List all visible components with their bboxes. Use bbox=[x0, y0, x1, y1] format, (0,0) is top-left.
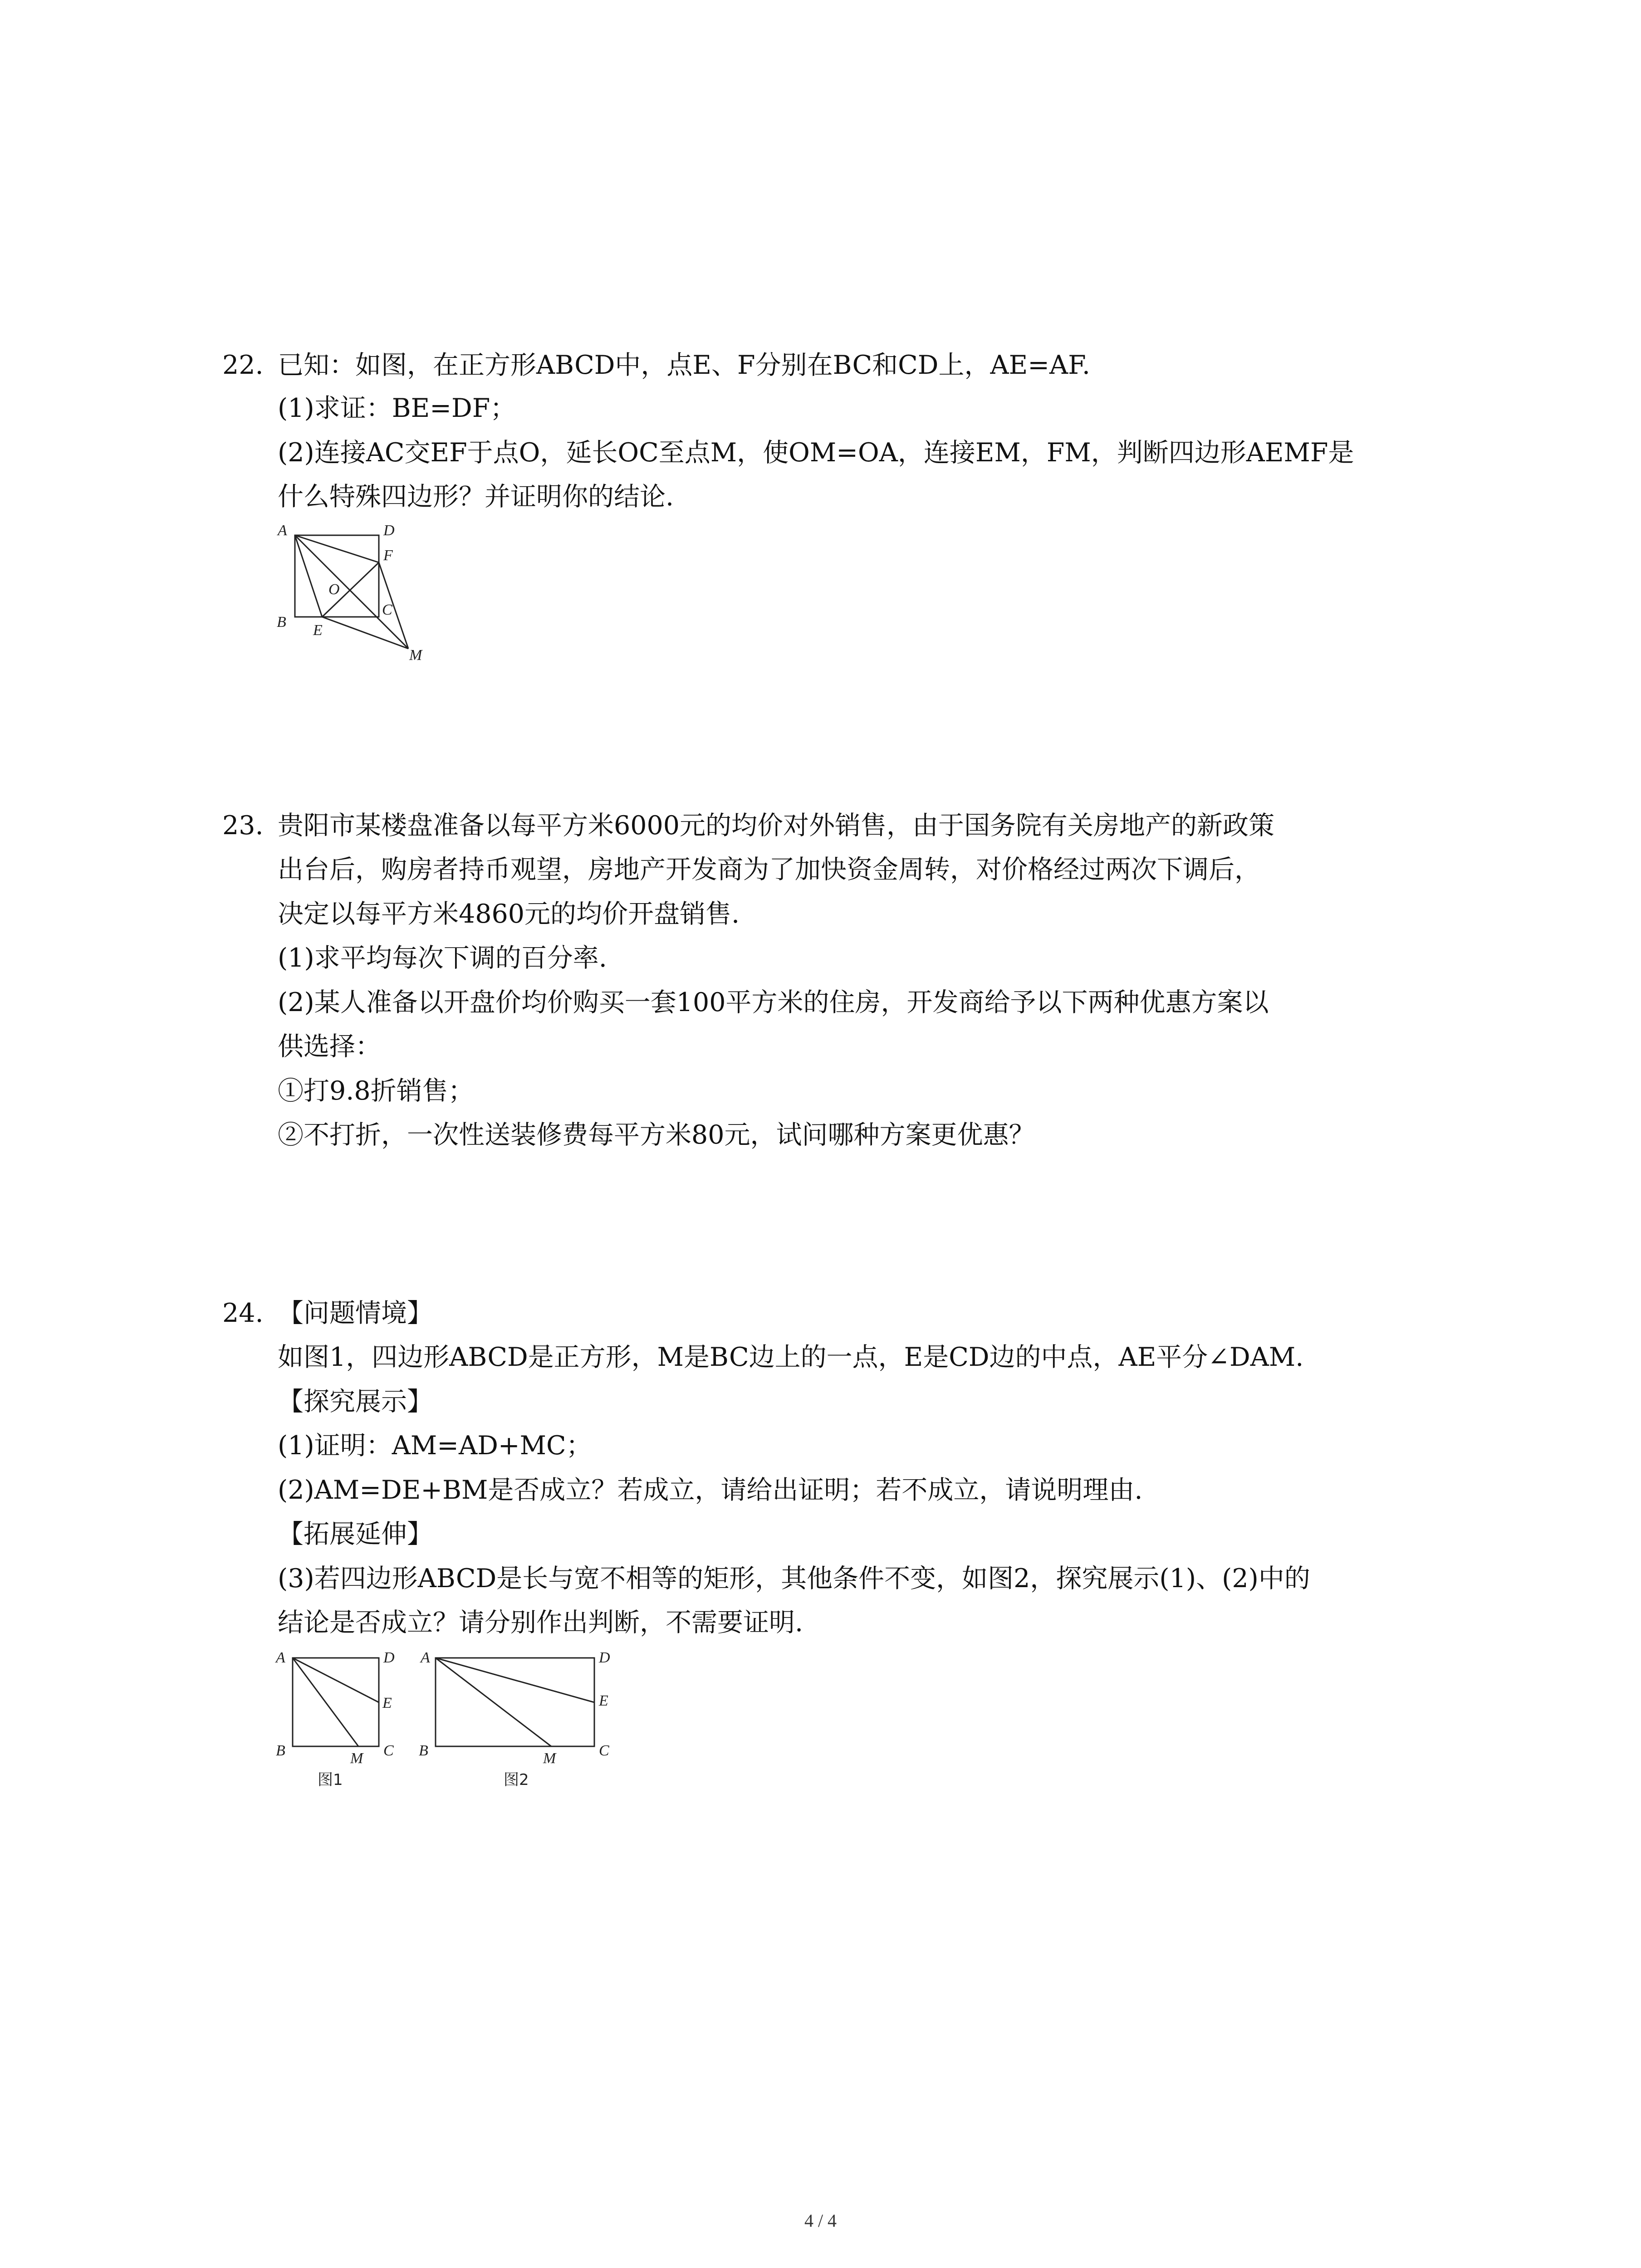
q24-figure-2 bbox=[415, 1644, 615, 1794]
q24-part3-line2: 结论是否成立？请分别作出判断，不需要证明. bbox=[278, 1608, 803, 1637]
segment-am bbox=[436, 1658, 551, 1746]
figure-2-caption: 图2 bbox=[504, 1771, 529, 1789]
segment-em bbox=[322, 617, 408, 649]
q24-heading-explore: 【探究展示】 bbox=[278, 1387, 433, 1417]
q23-option2: ②不打折，一次性送装修费每平方米80元，试问哪种方案更优惠？ bbox=[278, 1120, 1035, 1150]
q24-part1: (1)证明：AM=AD+MC； bbox=[278, 1431, 592, 1461]
segment-ae bbox=[293, 1658, 379, 1702]
q23-part2-line2: 供选择： bbox=[278, 1031, 381, 1061]
q24-context: 如图1，四边形ABCD是正方形，M是BC边上的一点，E是CD边的中点，AE平分∠DAM. bbox=[278, 1342, 1304, 1372]
q23-line1: 贵阳市某楼盘准备以每平方米6000元的均价对外销售，由于国务院有关房地产的新政策 bbox=[278, 811, 1275, 841]
q23-line2: 出台后，购房者持币观望，房地产开发商为了加快资金周转，对价格经过两次下调后， bbox=[278, 855, 1260, 885]
label-c: C bbox=[383, 1742, 394, 1759]
q23-line3: 决定以每平方米4860元的均价开盘销售. bbox=[278, 899, 740, 929]
q23-option1: ①打9.8折销售； bbox=[278, 1076, 474, 1106]
label-b: B bbox=[277, 614, 286, 631]
q22-part1: (1)求证：BE=DF； bbox=[278, 393, 516, 423]
q22-stem: 已知：如图，在正方形ABCD中，点E、F分别在BC和CD上，AE=AF. bbox=[278, 350, 1090, 380]
label-f: F bbox=[383, 547, 393, 564]
q23-number: 23. bbox=[222, 811, 264, 841]
label-o: O bbox=[328, 581, 340, 598]
q22-figure bbox=[272, 522, 436, 671]
figure-1-caption: 图1 bbox=[318, 1771, 343, 1789]
label-e: E bbox=[313, 622, 323, 639]
q24-number: 24. bbox=[222, 1298, 264, 1328]
label-c: C bbox=[382, 601, 392, 618]
label-e: E bbox=[382, 1695, 392, 1711]
label-d: D bbox=[383, 522, 395, 539]
label-a: A bbox=[278, 522, 287, 539]
q24-heading-context: 【问题情境】 bbox=[278, 1298, 433, 1328]
segment-ae bbox=[436, 1658, 594, 1702]
label-b: B bbox=[276, 1742, 285, 1759]
q24-part2: (2)AM=DE+BM是否成立？若成立，请给出证明；若不成立，请说明理由. bbox=[278, 1475, 1143, 1505]
q24-figure-1 bbox=[272, 1644, 408, 1794]
q22-part2-line2: 什么特殊四边形？并证明你的结论. bbox=[278, 482, 674, 512]
square-abcd bbox=[293, 1658, 379, 1746]
q22-number: 22. bbox=[222, 350, 264, 380]
rectangle-abcd bbox=[436, 1658, 594, 1746]
q24-part3-line1: (3)若四边形ABCD是长与宽不相等的矩形，其他条件不变，如图2，探究展示(1)、(2)中的 bbox=[278, 1564, 1310, 1593]
label-e: E bbox=[599, 1692, 608, 1709]
segment-af bbox=[295, 535, 379, 562]
segment-ae bbox=[295, 535, 322, 617]
label-a: A bbox=[421, 1649, 430, 1666]
q23-part2-line1: (2)某人准备以开盘价均价购买一套100平方米的住房，开发商给予以下两种优惠方案以 bbox=[278, 987, 1269, 1017]
page-number: 4 / 4 bbox=[804, 2210, 837, 2231]
label-d: D bbox=[383, 1649, 395, 1666]
label-d: D bbox=[599, 1649, 610, 1666]
segment-am bbox=[293, 1658, 358, 1746]
q23-part1: (1)求平均每次下调的百分率. bbox=[278, 943, 607, 973]
label-m: M bbox=[409, 647, 422, 664]
label-m: M bbox=[543, 1750, 556, 1767]
q22-part2-line1: (2)连接AC交EF于点O，延长OC至点M，使OM=OA，连接EM，FM，判断四边形AEMF是 bbox=[278, 438, 1354, 468]
label-b: B bbox=[419, 1742, 428, 1759]
label-c: C bbox=[599, 1742, 609, 1759]
q24-heading-extend: 【拓展延伸】 bbox=[278, 1519, 433, 1549]
label-a: A bbox=[276, 1649, 285, 1666]
label-m: M bbox=[350, 1750, 363, 1767]
